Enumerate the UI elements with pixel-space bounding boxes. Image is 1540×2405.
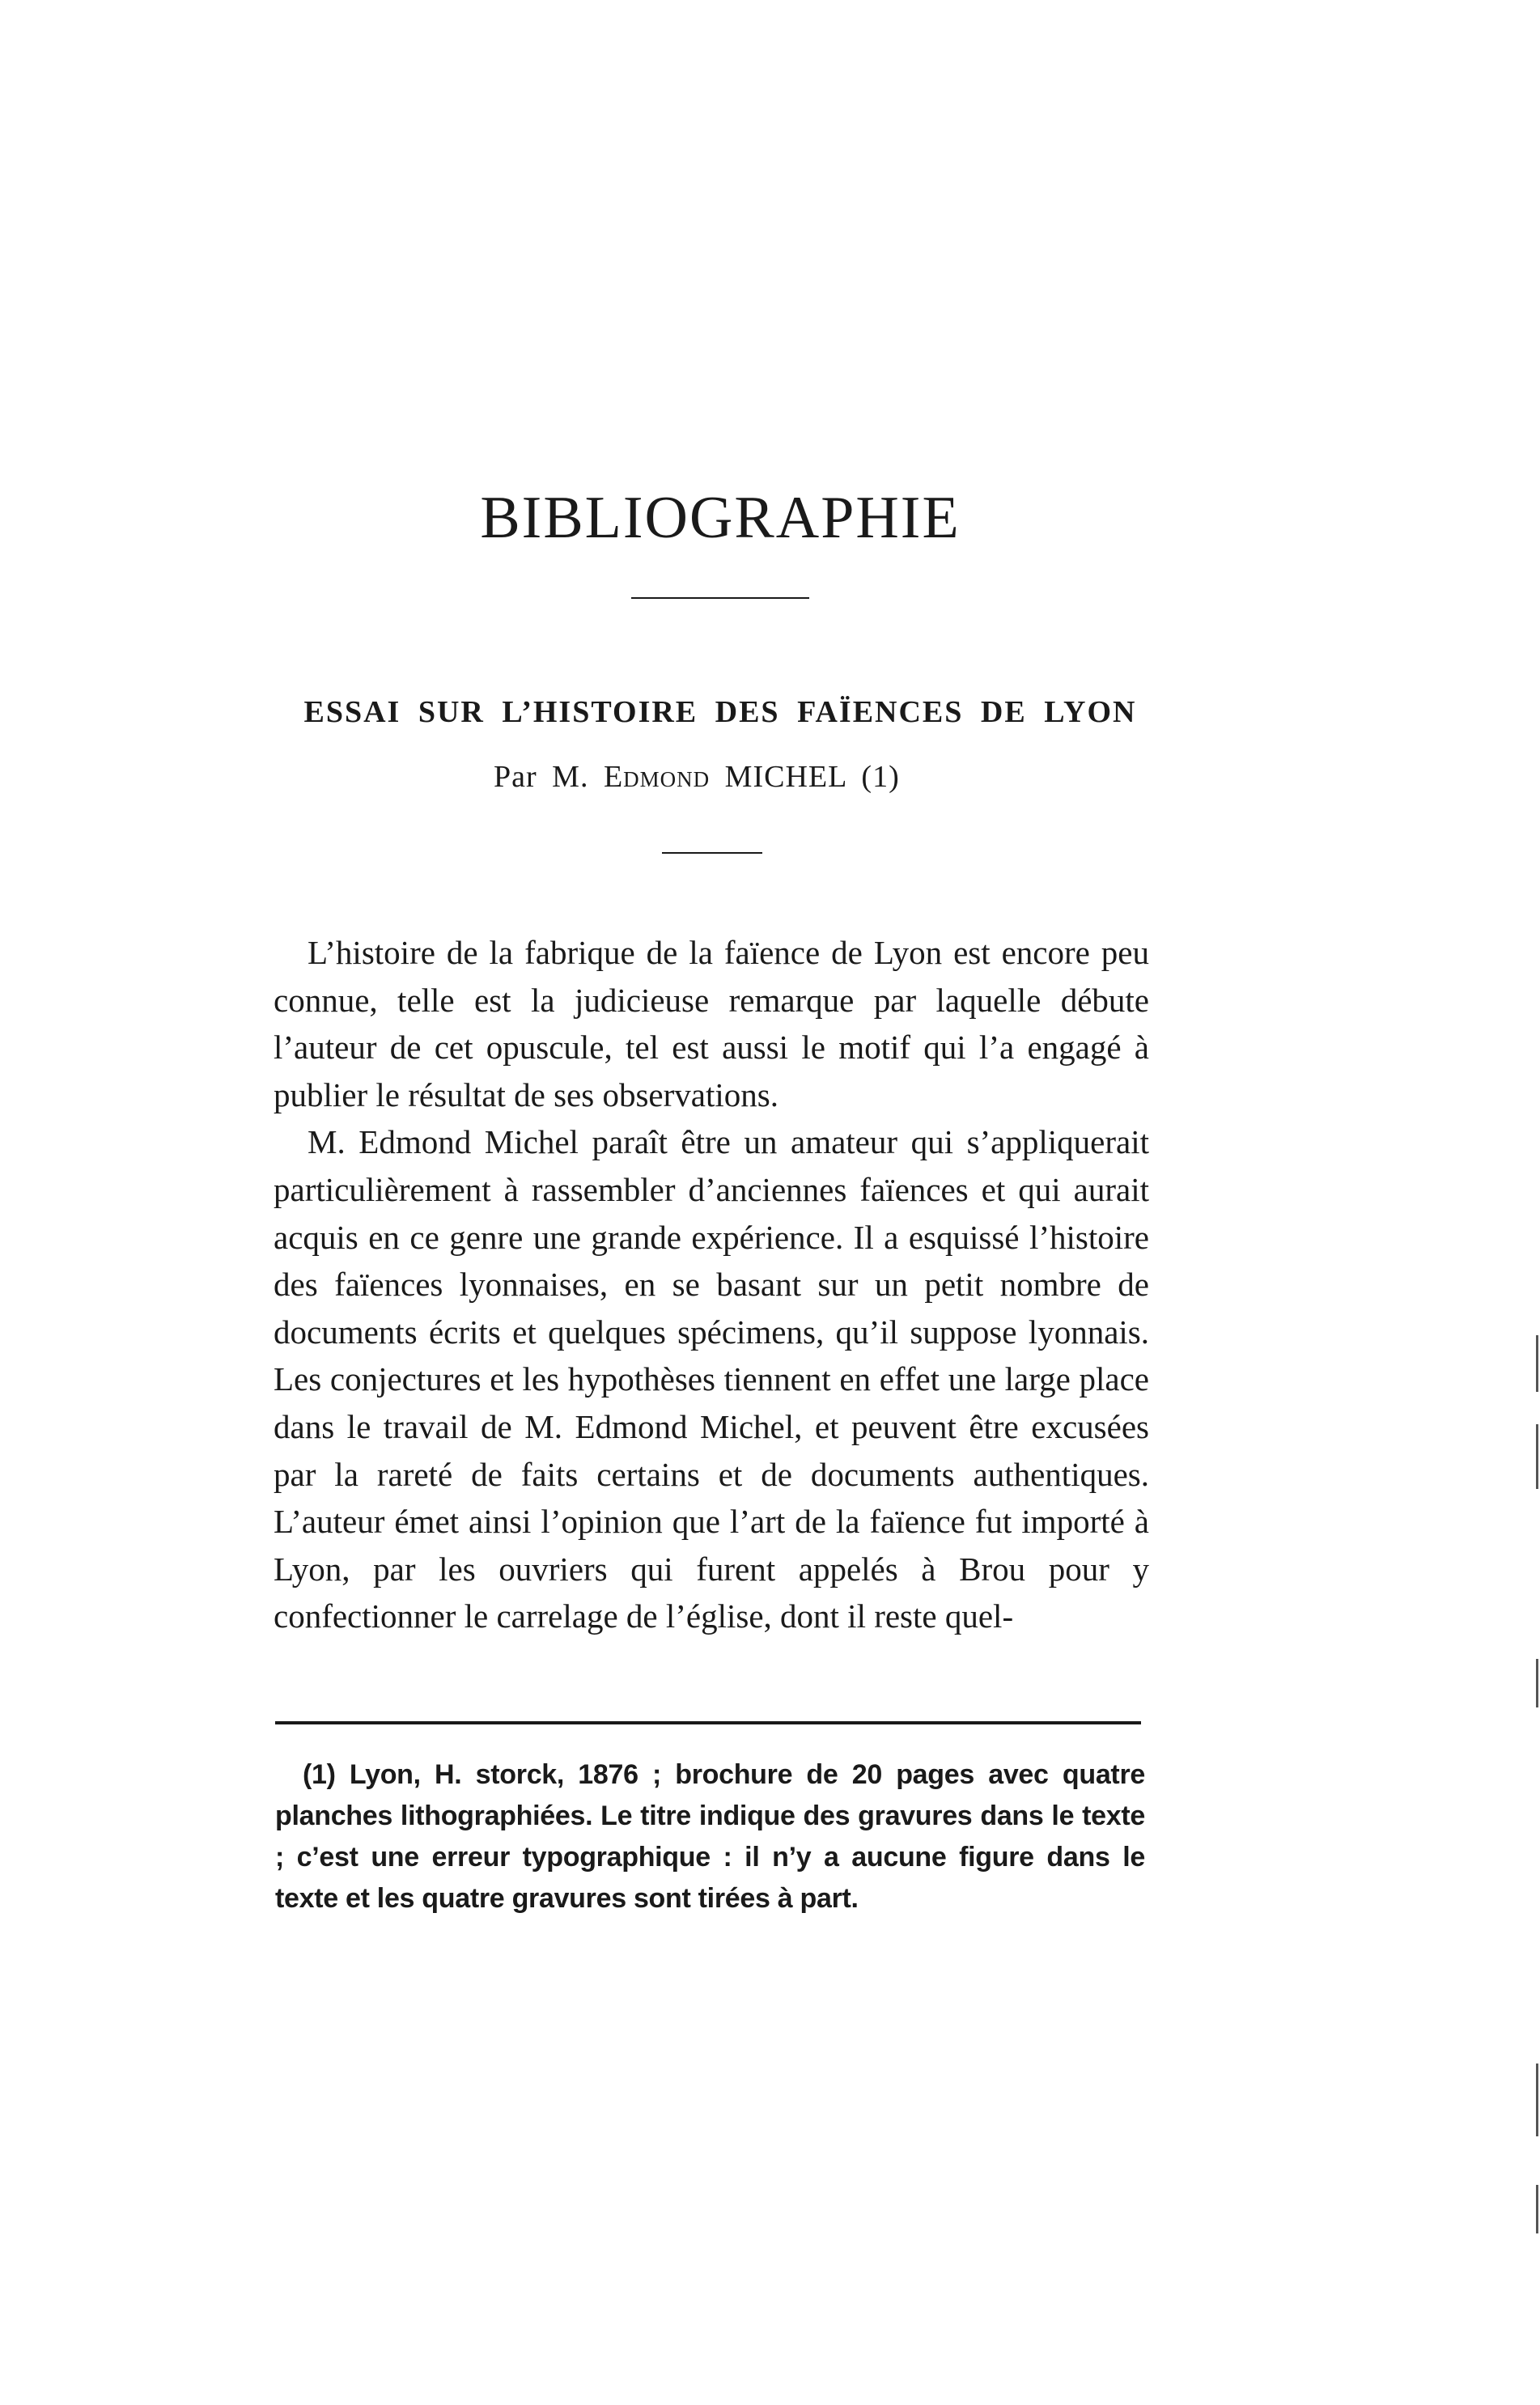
scan-artifact	[1536, 1335, 1538, 1392]
title-divider	[631, 597, 809, 599]
article-subtitle: ESSAI SUR L’HISTOIRE DES FAÏENCES DE LYON	[303, 695, 1137, 729]
paragraph: M. Edmond Michel paraît être un amateur qui s’appliquerait particulièrement à rassembler d’anciennes faïences et qui aurait acquis en ce genre une grande expérience. Il a esquissé l’histoire des faïences lyonnaises, en se basant sur un petit nombre de documents écrits et quelques spécimens, qu’il suppose lyonnais. Les conjectures et les hypothèses tiennent en effet une large place dans le travail de M. Edmond Michel, et peuvent être excusées par la rareté de faits certains et de documents authentiques. L’auteur émet ainsi l’opinion que l’art de la faïence fut importé à Lyon, par les ouvriers qui furent appelés à Brou pour y confectionner le carrelage de l’église, dont il reste quel-	[274, 1123, 1149, 1635]
byline-par: Par	[494, 760, 537, 794]
scan-artifact	[1536, 1424, 1538, 1489]
scan-artifact	[1536, 2064, 1538, 2136]
byline-m: M.	[552, 760, 589, 794]
page-title: BIBLIOGRAPHIE	[480, 485, 961, 551]
scan-artifact	[1536, 1659, 1538, 1707]
author-byline	[494, 759, 1060, 795]
footnote-reference: (1)	[861, 760, 900, 794]
author-firstname: Edmond	[603, 760, 711, 794]
scan-artifact	[1536, 2185, 1538, 2233]
byline-divider	[662, 852, 762, 854]
body-text	[274, 929, 1149, 1640]
paragraph: L’histoire de la fabrique de la faïence de Lyon est encore peu connue, telle est la judicieuse remarque par laquelle débute l’auteur de cet opuscule, tel est aussi le motif qui l’a engagé à publier le résultat de ses observations.	[274, 934, 1149, 1113]
author-lastname: MICHEL	[724, 760, 846, 794]
footnote-divider	[275, 1721, 1141, 1724]
footnote: (1) Lyon, H. storck, 1876 ; brochure de 20 pages avec quatre planches lithographiées. Le titre indique des gravures dans le texte ; c’est une erreur typographique : il n’y a aucune figure dans le texte et les quatre gravures sont tirées à part.	[275, 1759, 1145, 1914]
